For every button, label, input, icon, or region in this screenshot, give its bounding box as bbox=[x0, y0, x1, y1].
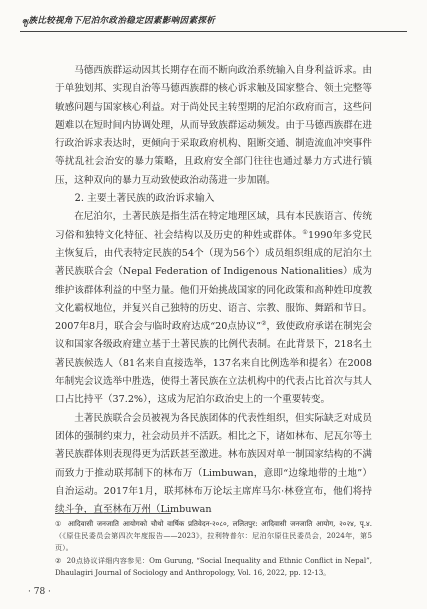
footnote bbox=[55, 555, 372, 579]
paragraph-text: 在尼泊尔，土著民族是指生活在特定地理区域，具有本民族语言、传统习俗和独特文化特征、社会结构以及历史的种姓或群体。 bbox=[55, 211, 372, 241]
footnote-text: आदिवासी जनजाति आयोगको चौथो वार्षिक प्रतिवेदन-२०८०, ललितपुर: आदिवासी जनजाति आयोग, २०२४, पृ.४.（《原住民委员会第四次年度报告——2023》，拉利特普尔：尼泊尔原住民委员会，2024年，第5页）。 bbox=[55, 519, 372, 553]
footnote-text: 20点协议详细内容参见：Om Gurung, “Social Inequality and Ethnic Conflict in Nepal”, Dhaulagiri Journal of Sociology and Anthropology, Vol. 16, 2022, pp. 12-13。 bbox=[55, 555, 372, 577]
paragraph-text: 1990年多党民主恢复后，由代表特定民族的54个（现为56个）成员组织组成的尼泊尔土著民族联合会（Nepal Federation of Indigenous Nationalities）成为维护该群体利益的中坚力量。他们开始挑战国家的同化政策和高种姓印度教文化霸权地位，并复兴自己独特的历史、语言、宗教、服饰、舞蹈和节日。2007年8月，联合会与临时政府达成“20点协议” bbox=[55, 229, 373, 333]
paragraph: 土著民族联合会员被视为各民族团体的代表性组织，但实际缺乏对成员团体的强制约束力，社会动员并不活跃。相比之下，诸如林布、尼瓦尔等土著民族群体则表现得更为活跃甚至激进。林布族因对单一制国家结构的不满而致力于推动联邦制下的林布万（Limbuwan，意即“边缘地带的土地”）自治运动。2017年1月，联邦林布万论坛主席库马尔·林登宣布，他们将持续斗争，直至林布万州（Limbuwan bbox=[55, 412, 372, 516]
paragraph bbox=[55, 208, 372, 409]
paragraph: 马德西族群运动因其长期存在而不断向政治系统输入自身利益诉求。由于单独划邦、实现自治等马德西族群的核心诉求触及国家整合、领土完整等敏感问题与国家核心利益。对于尚处民主转型期的尼泊尔政府而言，这些问题难以在短时间内协调处理，从而导致族群运动频发。由于马德西族群在进行政治诉求表达时，更倾向于采取政府机构、阻断交通、制造流血冲突事件等扰乱社会治安的暴力策略，且政府安全部门往往也通过暴力方式进行镇压，这种双向的暴力互动致使政治动荡进一步加剧。 bbox=[55, 65, 372, 186]
page-number: · 78 · bbox=[28, 587, 51, 597]
section-heading: 2. 主要土著民族的政治诉求输入 bbox=[74, 193, 215, 205]
footnote bbox=[55, 518, 372, 555]
footnote-marker: ② bbox=[55, 555, 62, 565]
footnote-ref[interactable]: ① bbox=[302, 228, 309, 236]
footnote-rule bbox=[55, 513, 171, 514]
header-rule bbox=[20, 31, 407, 32]
footnotes bbox=[55, 518, 372, 579]
running-header: ၛ族比较视角下尼泊尔政治稳定因素影响因素探析 bbox=[22, 16, 216, 26]
main-text bbox=[55, 62, 372, 519]
paragraph-text: ，致使政府承诺在制宪会议和国家各级政府建立基于土著民族的比例代表制。在此背景下，218名土著民族候选人（81名来自直接选举，137名来自比例选举和提名）在2008年制宪会议选举中胜选，使得土著民族在立法机构中的代表占比首次与其人口占比持平（37.2%），这成为尼泊尔政治史上的一个重要转变。 bbox=[55, 321, 372, 406]
footnote-ref[interactable]: ② bbox=[261, 319, 267, 327]
footnote-marker: ① bbox=[55, 519, 63, 528]
